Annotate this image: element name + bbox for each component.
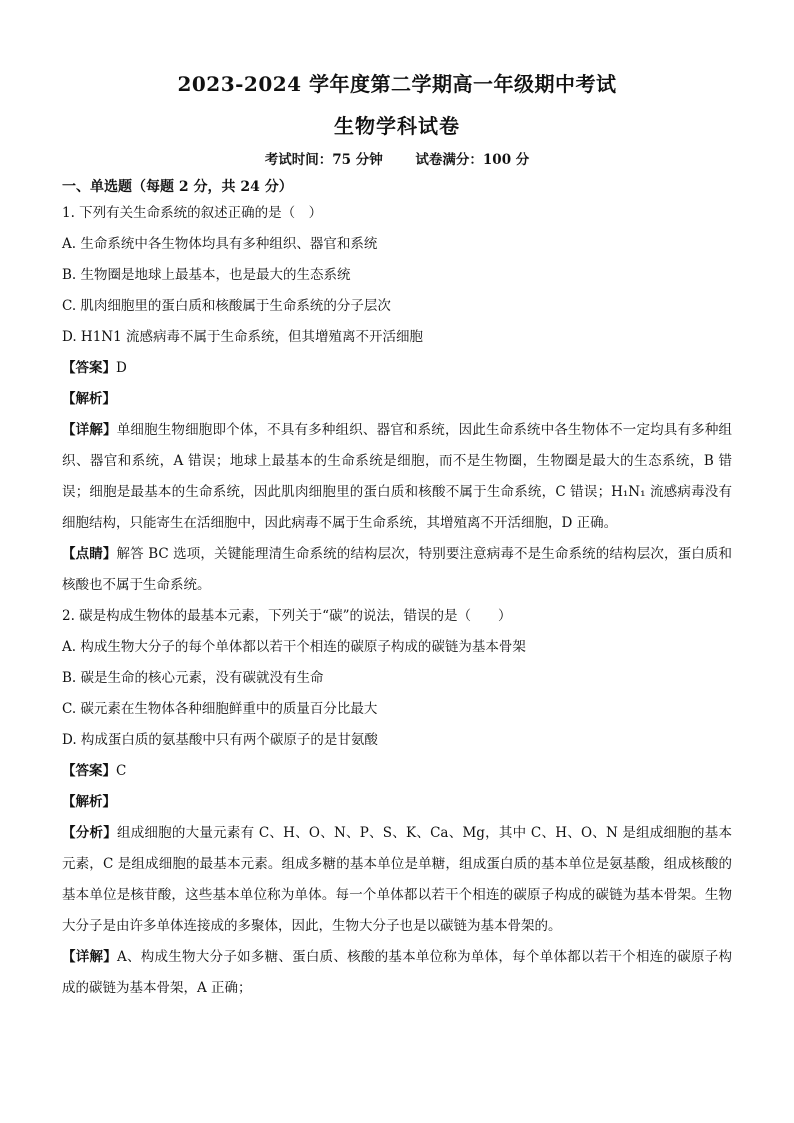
page-title: 2023-2024 学年度第二学期高一年级期中考试: [177, 72, 617, 96]
detail-tag: 【详解】: [62, 949, 118, 965]
q2-option-c: C. 碳元素在生物体各种细胞鲜重中的质量百分比最大: [62, 701, 378, 717]
q1-stem: 1. 下列有关生命系统的叙述正确的是（ ）: [62, 205, 323, 221]
q2-analysis-tag: 【解析】: [62, 794, 116, 810]
detail-text: A、构成生物大分子如多糖、蛋白质、核酸的基本单位称为单体，每个单体都以若干个相连的碳原子构成的碳链为基本骨架，A 正确；: [62, 949, 733, 996]
answer-tag: 【答案】: [62, 360, 116, 376]
q2-analysis: [62, 818, 732, 942]
q2-option-d: D. 构成蛋白质的氨基酸中只有两个碳原子的是甘氨酸: [62, 732, 378, 748]
q1-tip: [62, 539, 732, 601]
q1-option-a: A. 生命系统中各生物体均具有多种组织、器官和系统: [62, 236, 378, 252]
analysis-text: 组成细胞的大量元素有 C、H、O、N、P、S、K、Ca、Mg，其中 C、H、O、N 是组成细胞的基本元素，C 是组成细胞的最基本元素。组成多糖的基本单位是单糖，组成蛋白质的基本单位是氨基酸，组成核酸的基本单位是核苷酸，这些基本单位称为单体。每一个单体都以若干个相连的碳原子构成的碳链为基本骨架。生物大分子是由许多单体连接成的多聚体，因此，生物大分子也是以碳链为基本骨架的。: [62, 825, 732, 934]
exam-meta: [62, 148, 732, 168]
section-heading: 一、单选题（每题 2 分，共 24 分）: [62, 179, 293, 195]
page-subtitle: 生物学科试卷: [334, 114, 460, 138]
exam-time: 考试时间：75 分钟: [264, 152, 383, 168]
q1-analysis-tag: 【解析】: [62, 391, 116, 407]
answer-value: D: [116, 360, 127, 376]
q1-option-b: B. 生物圈是地球上最基本，也是最大的生态系统: [62, 267, 351, 283]
exam-score: 试卷满分：100 分: [415, 152, 530, 168]
q2-stem: 2. 碳是构成生物体的最基本元素，下列关于“碳”的说法，错误的是（ ）: [62, 608, 512, 624]
detail-tag: 【详解】: [62, 422, 117, 438]
answer-tag: 【答案】: [62, 763, 116, 779]
q1-detail: [62, 415, 732, 539]
tip-text: 解答 BC 选项，关键能理清生命系统的结构层次，特别要注意病毒不是生命系统的结构层次，蛋白质和核酸也不属于生命系统。: [62, 546, 733, 593]
q2-answer: [62, 756, 732, 787]
answer-value: C: [116, 763, 127, 779]
q1-option-d: D. H1N1 流感病毒不属于生命系统，但其增殖离不开活细胞: [62, 329, 423, 345]
q2-option-b: B. 碳是生命的核心元素，没有碳就没有生命: [62, 670, 324, 686]
detail-text: 单细胞生物细胞即个体，不具有多种组织、器官和系统，因此生命系统中各生物体不一定均具有多种组织、器官和系统，A 错误；地球上最基本的生命系统是细胞，而不是生物圈，生物圈是最大的生态系统，B 错误；细胞是最基本的生命系统，因此肌肉细胞里的蛋白质和核酸不属于生命系统，C 错误；H₁N₁ 流感病毒没有细胞结构，只能寄生在活细胞中，因此病毒不属于生命系统，其增殖离不开活细胞，D 正确。: [62, 422, 733, 531]
q1-answer: [62, 353, 732, 384]
tip-tag: 【点睛】: [62, 546, 117, 562]
q1-option-c: C. 肌肉细胞里的蛋白质和核酸属于生命系统的分子层次: [62, 298, 391, 314]
q2-option-a: A. 构成生物大分子的每个单体都以若干个相连的碳原子构成的碳链为基本骨架: [62, 639, 526, 655]
q2-detail: [62, 942, 732, 1004]
analysis-tag: 【分析】: [62, 825, 117, 841]
